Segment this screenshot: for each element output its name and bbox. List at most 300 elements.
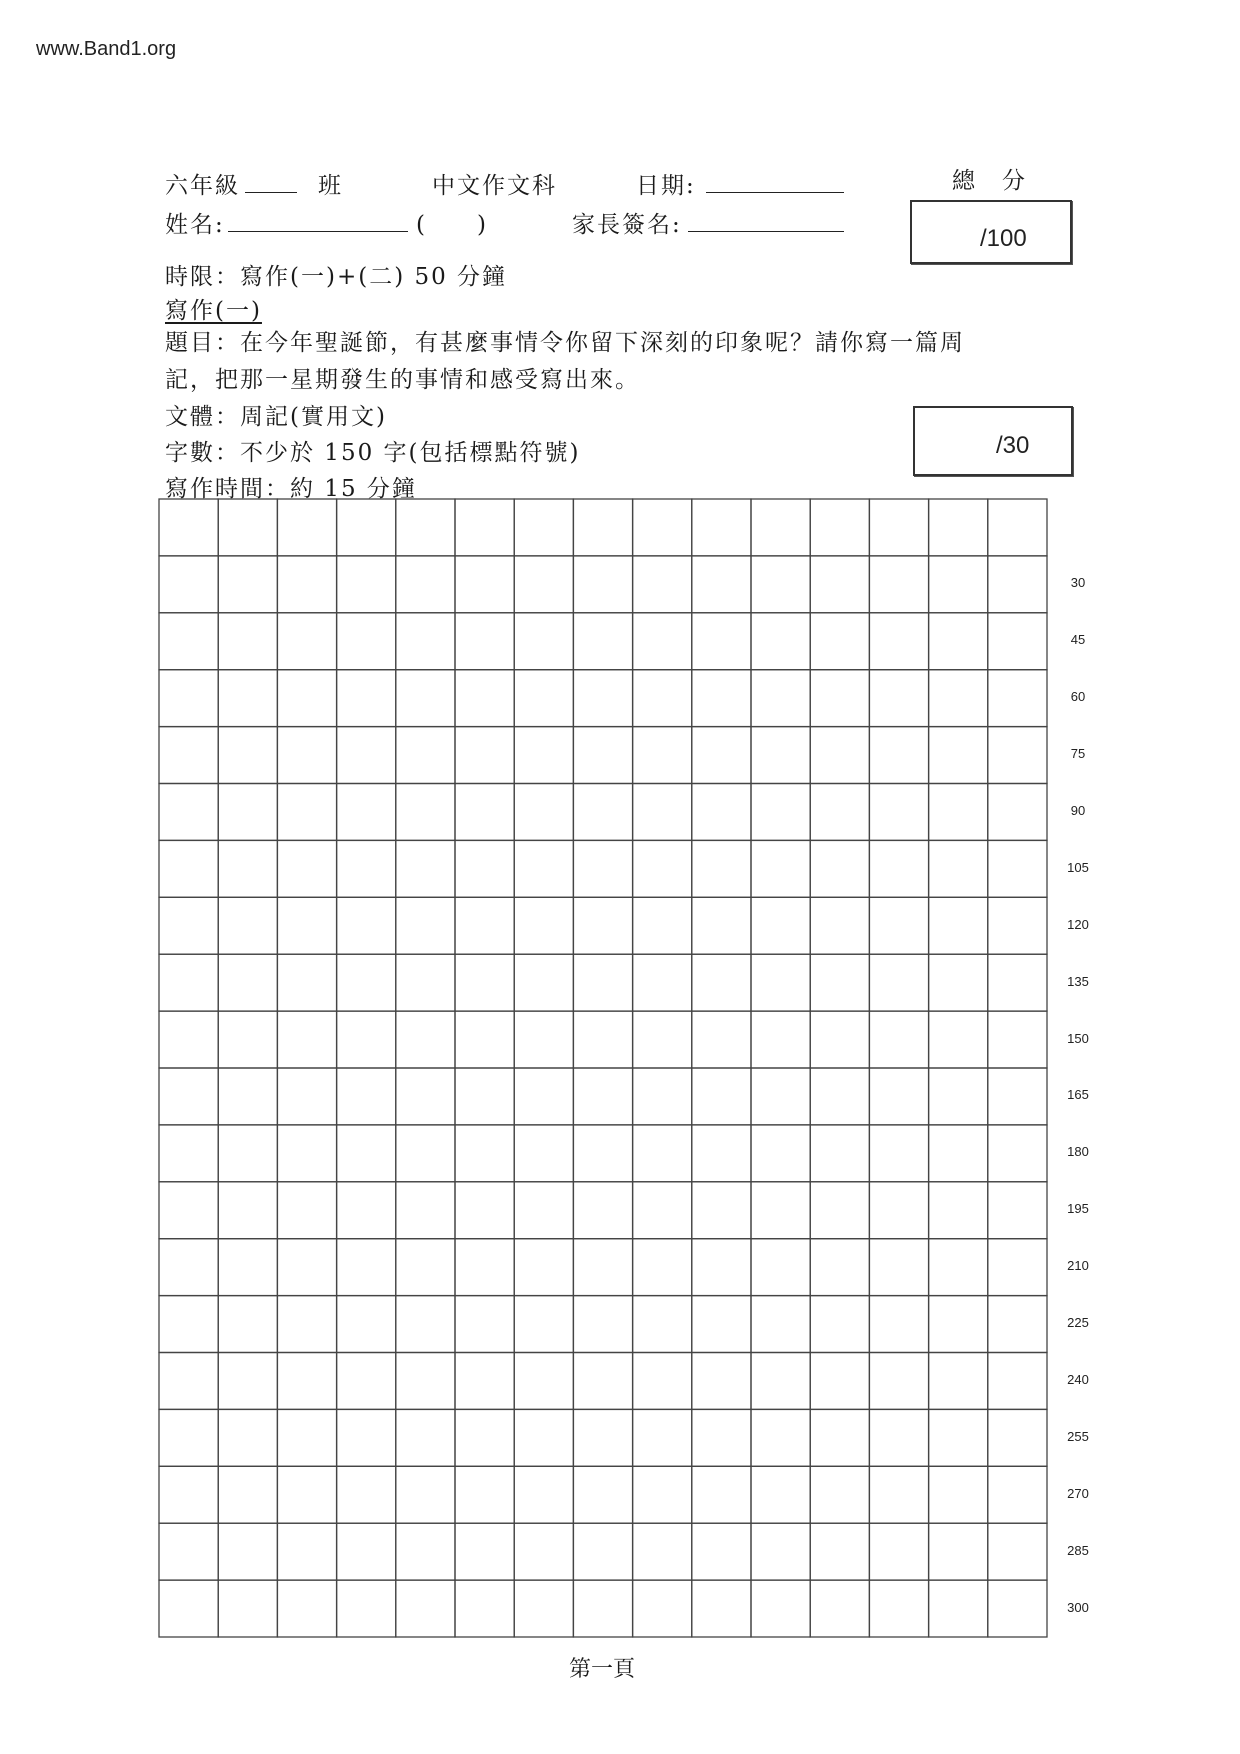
grid-cell[interactable] [869,1409,928,1466]
grid-cell[interactable] [218,1296,277,1353]
grid-cell[interactable] [573,1182,632,1239]
grid-cell[interactable] [337,1580,396,1637]
grid-cell[interactable] [929,499,988,556]
grid-cell[interactable] [514,1409,573,1466]
grid-cell[interactable] [218,784,277,841]
grid-cell[interactable] [514,897,573,954]
grid-cell[interactable] [692,613,751,670]
grid-cell[interactable] [514,1182,573,1239]
grid-cell[interactable] [810,1125,869,1182]
grid-cell[interactable] [988,1409,1047,1466]
grid-cell[interactable] [396,1239,455,1296]
grid-cell[interactable] [810,1580,869,1637]
grid-cell[interactable] [277,727,336,784]
grid-cell[interactable] [337,1409,396,1466]
grid-cell[interactable] [573,1125,632,1182]
website-url[interactable]: www.Band1.org [36,38,177,60]
grid-cell[interactable] [810,727,869,784]
grid-cell[interactable] [869,727,928,784]
grid-cell[interactable] [929,613,988,670]
grid-cell[interactable] [277,670,336,727]
grid-cell[interactable] [396,1068,455,1125]
grid-cell[interactable] [929,1353,988,1410]
grid-cell[interactable] [218,556,277,613]
grid-cell[interactable] [633,670,692,727]
grid-cell[interactable] [692,1409,751,1466]
grid-cell[interactable] [218,1523,277,1580]
grid-cell[interactable] [159,1239,218,1296]
grid-cell[interactable] [810,840,869,897]
grid-cell[interactable] [396,1182,455,1239]
grid-cell[interactable] [869,784,928,841]
grid-cell[interactable] [514,784,573,841]
grid-cell[interactable] [337,897,396,954]
grid-cell[interactable] [810,1068,869,1125]
grid-cell[interactable] [396,1466,455,1523]
grid-cell[interactable] [692,1011,751,1068]
grid-cell[interactable] [159,1182,218,1239]
grid-cell[interactable] [810,499,869,556]
grid-cell[interactable] [218,1580,277,1637]
grid-cell[interactable] [455,1409,514,1466]
grid-cell[interactable] [514,613,573,670]
grid-cell[interactable] [810,1239,869,1296]
grid-cell[interactable] [455,1296,514,1353]
grid-cell[interactable] [514,1011,573,1068]
grid-cell[interactable] [218,1409,277,1466]
grid-cell[interactable] [455,1466,514,1523]
grid-cell[interactable] [751,1239,810,1296]
grid-cell[interactable] [988,1068,1047,1125]
grid-cell[interactable] [337,1296,396,1353]
grid-cell[interactable] [633,1011,692,1068]
grid-cell[interactable] [159,897,218,954]
grid-cell[interactable] [337,784,396,841]
grid-cell[interactable] [573,1296,632,1353]
grid-cell[interactable] [988,840,1047,897]
grid-cell[interactable] [514,1353,573,1410]
grid-cell[interactable] [218,670,277,727]
grid-cell[interactable] [869,840,928,897]
grid-cell[interactable] [869,1296,928,1353]
grid-cell[interactable] [929,670,988,727]
grid-cell[interactable] [633,499,692,556]
grid-cell[interactable] [810,556,869,613]
grid-cell[interactable] [514,1466,573,1523]
grid-cell[interactable] [751,1353,810,1410]
grid-cell[interactable] [337,1068,396,1125]
grid-cell[interactable] [455,1068,514,1125]
grid-cell[interactable] [929,1068,988,1125]
grid-cell[interactable] [514,1239,573,1296]
grid-cell[interactable] [337,670,396,727]
grid-cell[interactable] [692,1182,751,1239]
grid-cell[interactable] [988,1296,1047,1353]
grid-cell[interactable] [277,1353,336,1410]
grid-cell[interactable] [159,1296,218,1353]
grid-cell[interactable] [455,897,514,954]
grid-cell[interactable] [396,1353,455,1410]
grid-cell[interactable] [455,1239,514,1296]
grid-cell[interactable] [396,954,455,1011]
grid-cell[interactable] [573,1466,632,1523]
grid-cell[interactable] [869,613,928,670]
grid-cell[interactable] [869,1068,928,1125]
grid-cell[interactable] [396,1523,455,1580]
grid-cell[interactable] [810,670,869,727]
grid-cell[interactable] [573,1239,632,1296]
grid-cell[interactable] [751,897,810,954]
grid-cell[interactable] [337,1523,396,1580]
grid-cell[interactable] [692,784,751,841]
grid-cell[interactable] [810,1466,869,1523]
grid-cell[interactable] [159,499,218,556]
grid-cell[interactable] [396,1580,455,1637]
grid-cell[interactable] [692,954,751,1011]
grid-cell[interactable] [573,1353,632,1410]
grid-cell[interactable] [869,1182,928,1239]
grid-cell[interactable] [277,613,336,670]
grid-cell[interactable] [929,1580,988,1637]
grid-cell[interactable] [277,840,336,897]
grid-cell[interactable] [455,1125,514,1182]
grid-cell[interactable] [337,499,396,556]
grid-cell[interactable] [692,897,751,954]
grid-cell[interactable] [929,556,988,613]
grid-cell[interactable] [573,784,632,841]
grid-cell[interactable] [692,1466,751,1523]
grid-cell[interactable] [692,1068,751,1125]
grid-cell[interactable] [751,954,810,1011]
grid-cell[interactable] [396,1409,455,1466]
grid-cell[interactable] [810,1182,869,1239]
grid-cell[interactable] [633,840,692,897]
grid-cell[interactable] [396,1125,455,1182]
grid-cell[interactable] [455,1353,514,1410]
grid-cell[interactable] [573,1068,632,1125]
grid-cell[interactable] [810,954,869,1011]
grid-cell[interactable] [633,1182,692,1239]
grid-cell[interactable] [633,1353,692,1410]
grid-cell[interactable] [396,840,455,897]
grid-cell[interactable] [929,1296,988,1353]
grid-cell[interactable] [633,784,692,841]
grid-cell[interactable] [396,613,455,670]
grid-cell[interactable] [218,1182,277,1239]
grid-cell[interactable] [396,499,455,556]
grid-cell[interactable] [159,1409,218,1466]
grid-cell[interactable] [751,556,810,613]
grid-cell[interactable] [751,840,810,897]
grid-cell[interactable] [751,1296,810,1353]
parent-sign-blank[interactable] [688,211,844,236]
grid-cell[interactable] [869,1125,928,1182]
grid-cell[interactable] [751,499,810,556]
grid-cell[interactable] [869,897,928,954]
writing-grid[interactable] [158,498,1048,1638]
grid-cell[interactable] [455,840,514,897]
grid-cell[interactable] [159,1068,218,1125]
grid-cell[interactable] [159,954,218,1011]
grid-cell[interactable] [751,784,810,841]
grid-cell[interactable] [455,727,514,784]
grid-cell[interactable] [455,1580,514,1637]
grid-cell[interactable] [810,897,869,954]
grid-cell[interactable] [159,613,218,670]
grid-cell[interactable] [277,1296,336,1353]
grid-cell[interactable] [988,1239,1047,1296]
grid-cell[interactable] [218,613,277,670]
grid-cell[interactable] [869,1239,928,1296]
grid-cell[interactable] [337,1353,396,1410]
grid-cell[interactable] [337,1125,396,1182]
grid-cell[interactable] [277,1011,336,1068]
grid-cell[interactable] [514,954,573,1011]
grid-cell[interactable] [277,1580,336,1637]
grid-cell[interactable] [929,1125,988,1182]
grid-cell[interactable] [218,1239,277,1296]
grid-cell[interactable] [633,1068,692,1125]
date-blank[interactable] [706,172,844,197]
grid-cell[interactable] [573,613,632,670]
grid-cell[interactable] [810,1296,869,1353]
grid-cell[interactable] [810,1523,869,1580]
grid-cell[interactable] [218,727,277,784]
grid-cell[interactable] [633,1466,692,1523]
grid-cell[interactable] [277,1182,336,1239]
grid-cell[interactable] [277,954,336,1011]
grid-cell[interactable] [277,1409,336,1466]
grid-cell[interactable] [277,499,336,556]
grid-cell[interactable] [810,1353,869,1410]
grid-cell[interactable] [988,1523,1047,1580]
grid-cell[interactable] [692,1125,751,1182]
grid-cell[interactable] [869,1011,928,1068]
grid-cell[interactable] [573,727,632,784]
grid-cell[interactable] [573,1409,632,1466]
grid-cell[interactable] [218,499,277,556]
grid-cell[interactable] [218,897,277,954]
grid-cell[interactable] [218,1466,277,1523]
grid-cell[interactable] [751,1011,810,1068]
grid-cell[interactable] [573,499,632,556]
grid-cell[interactable] [869,1466,928,1523]
grid-cell[interactable] [633,613,692,670]
grid-cell[interactable] [929,1409,988,1466]
grid-cell[interactable] [751,1125,810,1182]
grid-cell[interactable] [396,556,455,613]
grid-cell[interactable] [337,556,396,613]
grid-cell[interactable] [159,670,218,727]
grid-cell[interactable] [988,1125,1047,1182]
grid-cell[interactable] [988,613,1047,670]
grid-cell[interactable] [692,727,751,784]
grid-cell[interactable] [633,897,692,954]
grid-cell[interactable] [277,1466,336,1523]
grid-cell[interactable] [633,727,692,784]
grid-cell[interactable] [988,1011,1047,1068]
grid-cell[interactable] [455,670,514,727]
grid-cell[interactable] [337,1011,396,1068]
grid-cell[interactable] [988,954,1047,1011]
grid-cell[interactable] [573,897,632,954]
grid-cell[interactable] [988,727,1047,784]
grid-cell[interactable] [929,840,988,897]
grid-cell[interactable] [277,897,336,954]
grid-cell[interactable] [988,1182,1047,1239]
grid-cell[interactable] [692,840,751,897]
grid-cell[interactable] [514,499,573,556]
grid-cell[interactable] [159,727,218,784]
grid-cell[interactable] [277,1125,336,1182]
grid-cell[interactable] [277,1068,336,1125]
grid-cell[interactable] [514,840,573,897]
grid-cell[interactable] [455,954,514,1011]
grid-cell[interactable] [751,670,810,727]
grid-cell[interactable] [218,954,277,1011]
grid-cell[interactable] [573,1523,632,1580]
grid-cell[interactable] [692,670,751,727]
grid-cell[interactable] [929,897,988,954]
grid-cell[interactable] [159,1353,218,1410]
grid-cell[interactable] [277,1523,336,1580]
grid-cell[interactable] [159,1011,218,1068]
grid-cell[interactable] [396,897,455,954]
grid-cell[interactable] [751,1182,810,1239]
grid-cell[interactable] [337,613,396,670]
grid-cell[interactable] [573,1011,632,1068]
grid-cell[interactable] [692,499,751,556]
grid-cell[interactable] [396,727,455,784]
grid-cell[interactable] [337,727,396,784]
grid-cell[interactable] [159,1580,218,1637]
grid-cell[interactable] [396,1296,455,1353]
grid-cell[interactable] [514,727,573,784]
grid-cell[interactable] [988,1580,1047,1637]
grid-cell[interactable] [455,1011,514,1068]
grid-cell[interactable] [810,613,869,670]
grid-cell[interactable] [692,1296,751,1353]
grid-cell[interactable] [337,1466,396,1523]
grid-cell[interactable] [988,897,1047,954]
grid-cell[interactable] [692,1523,751,1580]
grid-cell[interactable] [929,784,988,841]
grid-cell[interactable] [929,727,988,784]
grid-cell[interactable] [514,556,573,613]
grid-cell[interactable] [218,1125,277,1182]
grid-cell[interactable] [929,1523,988,1580]
grid-cell[interactable] [455,784,514,841]
grid-cell[interactable] [633,1523,692,1580]
grid-cell[interactable] [573,954,632,1011]
class-blank[interactable] [245,172,297,197]
grid-cell[interactable] [514,1523,573,1580]
grid-cell[interactable] [988,784,1047,841]
grid-cell[interactable] [396,1011,455,1068]
grid-cell[interactable] [692,1353,751,1410]
grid-cell[interactable] [929,1182,988,1239]
grid-cell[interactable] [337,840,396,897]
grid-cell[interactable] [218,1353,277,1410]
grid-cell[interactable] [869,556,928,613]
grid-cell[interactable] [455,613,514,670]
grid-cell[interactable] [159,556,218,613]
grid-cell[interactable] [218,1011,277,1068]
grid-cell[interactable] [988,556,1047,613]
grid-cell[interactable] [455,1523,514,1580]
grid-cell[interactable] [396,784,455,841]
grid-cell[interactable] [988,1353,1047,1410]
grid-cell[interactable] [337,1182,396,1239]
grid-cell[interactable] [869,1523,928,1580]
grid-cell[interactable] [810,1409,869,1466]
grid-cell[interactable] [396,670,455,727]
grid-cell[interactable] [929,1466,988,1523]
grid-cell[interactable] [455,1182,514,1239]
grid-cell[interactable] [277,784,336,841]
grid-cell[interactable] [751,1523,810,1580]
grid-cell[interactable] [514,1580,573,1637]
grid-cell[interactable] [277,1239,336,1296]
grid-cell[interactable] [159,1466,218,1523]
grid-cell[interactable] [869,499,928,556]
grid-cell[interactable] [988,670,1047,727]
grid-cell[interactable] [633,1580,692,1637]
grid-cell[interactable] [751,1580,810,1637]
grid-cell[interactable] [751,1409,810,1466]
grid-cell[interactable] [633,1409,692,1466]
grid-cell[interactable] [159,1523,218,1580]
grid-cell[interactable] [929,1239,988,1296]
grid-cell[interactable] [573,840,632,897]
name-blank[interactable] [228,211,408,236]
grid-cell[interactable] [573,1580,632,1637]
grid-cell[interactable] [514,1068,573,1125]
grid-cell[interactable] [159,1125,218,1182]
grid-cell[interactable] [751,727,810,784]
grid-cell[interactable] [218,1068,277,1125]
grid-cell[interactable] [869,954,928,1011]
grid-cell[interactable] [514,670,573,727]
grid-cell[interactable] [633,1296,692,1353]
grid-cell[interactable] [573,556,632,613]
grid-cell[interactable] [633,556,692,613]
grid-cell[interactable] [514,1125,573,1182]
grid-cell[interactable] [929,1011,988,1068]
grid-cell[interactable] [633,954,692,1011]
grid-cell[interactable] [455,499,514,556]
grid-cell[interactable] [514,1296,573,1353]
grid-cell[interactable] [633,1125,692,1182]
grid-cell[interactable] [869,1353,928,1410]
grid-cell[interactable] [337,1239,396,1296]
grid-cell[interactable] [751,1068,810,1125]
grid-cell[interactable] [159,840,218,897]
grid-cell[interactable] [988,1466,1047,1523]
grid-cell[interactable] [692,1580,751,1637]
grid-cell[interactable] [751,613,810,670]
grid-cell[interactable] [692,1239,751,1296]
grid-cell[interactable] [810,784,869,841]
grid-cell[interactable] [869,1580,928,1637]
grid-cell[interactable] [159,784,218,841]
grid-cell[interactable] [692,556,751,613]
grid-cell[interactable] [988,499,1047,556]
grid-cell[interactable] [810,1011,869,1068]
grid-cell[interactable] [218,840,277,897]
grid-cell[interactable] [869,670,928,727]
grid-cell[interactable] [573,670,632,727]
